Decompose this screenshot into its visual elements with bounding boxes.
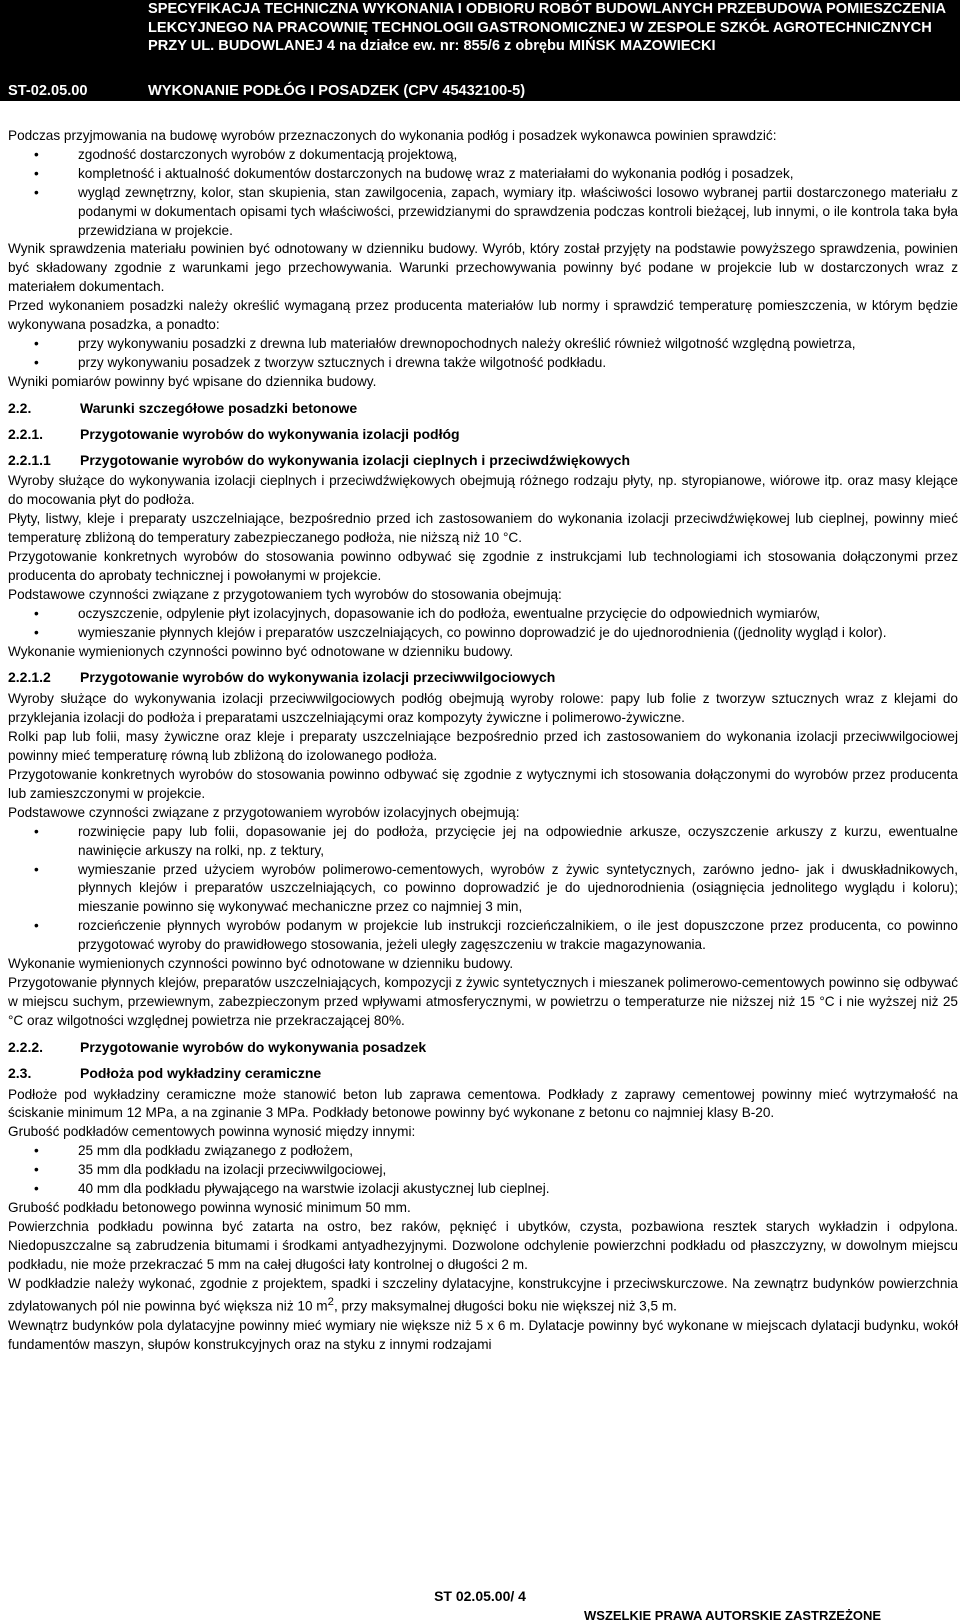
- list-item: • przy wykonywaniu posadzek z tworzyw sztucznych i drewna także wilgotność podkładu.: [78, 354, 958, 373]
- section-title: Warunki szczegółowe posadzki betonowe: [80, 399, 358, 416]
- paragraph: Rolki pap lub folii, masy żywiczne oraz kleje i preparaty uszczelniające bezpośrednio przed ich zastosowaniem do wykonania izolacji przeciwwilgociowej powinny mieć temperaturę równą lub zbliżoną do izolowanego podłoża.: [8, 729, 958, 764]
- section-heading: [8, 425, 958, 444]
- list-item: • oczyszczenie, odpylenie płyt izolacyjnych, dopasowanie ich do podłoża, ewentualne przycięcie do odpowiednich wymiarów,: [78, 605, 958, 624]
- list-item: • kompletność i aktualność dokumentów dostarczonych na budowę wraz z materiałami do wykonania podłóg i posadzek,: [78, 165, 958, 184]
- section-number: 2.2.1.1: [8, 451, 51, 468]
- list-item: • wymieszanie przed użyciem wyrobów polimerowo-cementowych, wyrobów z żywic syntetycznych, zarówno jedno- jak i dwuskładnikowych, płynnych klejów i preparatów uszczelniających, co powinno doprowadzić je do ujednorodnienia (osiągnięcia jednolitego wyglądu i koloru); mieszanie powinno się wykonywać mechaniczne przez co najmniej 3 min,: [78, 861, 958, 918]
- paragraph: Wykonanie wymienionych czynności powinno być odnotowane w dzienniku budowy.: [8, 956, 514, 972]
- paragraph: Wyroby służące do wykonywania izolacji cieplnych i przeciwdźwiękowych obejmują różnego rodzaju płyty, np. styropianowe, wiórowe itp. oraz masy klejące do mocowania płyt do podłoża.: [8, 473, 958, 508]
- paragraph: Wyroby służące do wykonywania izolacji przeciwwilgociowych podłóg obejmują wyroby rolowe: papy lub folie z tworzyw sztucznych wraz z klejami do przyklejania izolacji do podłoża i preparatami uszczelniającymi oraz kompozyty żywiczne i polimerowo-żywiczne.: [8, 691, 958, 726]
- list-item: • przy wykonywaniu posadzki z drewna lub materiałów drewnopochodnych należy określić również wilgotność względną powietrza,: [78, 335, 958, 354]
- section-number: 2.2.1.: [8, 425, 44, 442]
- document-title: SPECYFIKACJA TECHNICZNA WYKONANIA I ODBIORU ROBÓT BUDOWLANYCH PRZEBUDOWA POMIESZCZENIA LEKCYJNEGO NA PRACOWNIĘ TECHNOLOGII GASTRONOMICZNEJ W ZESPOLE SZKÓŁ AGROTECHNICZNYCH PRZY UL. BUDOWLANEJ 4 na działce ew. nr: 855/6 z obrębu MIŃSK MAZOWIECKI: [148, 1, 946, 54]
- paragraph: Podstawowe czynności związane z przygotowaniem tych wyrobów do stosowania obejmują:: [8, 586, 562, 602]
- text-span: , przy maksymalnej długości boku nie większej niż 3,5 m.: [333, 1299, 677, 1314]
- bullet-list: [8, 605, 958, 643]
- list-item: • 35 mm dla podkładu na izolacji przeciwwilgociowej,: [78, 1161, 958, 1180]
- section-heading: [8, 1038, 958, 1057]
- paragraph: Przygotowanie płynnych klejów, preparatów uszczelniających, kompozycji z żywic syntetycznych i mieszanek polimerowo-cementowych powinno się odbywać w miejscu suchym, przewiewnym, zabezpieczonym przed wpływami atmosferycznymi, w powietrzu o temperaturze nie niższej niż 15 °C i nie wyższej niż 25 °C oraz wilgotności względnej powietrza nie przekraczającej 80%.: [8, 974, 958, 1028]
- bullet-list: [8, 1142, 958, 1199]
- superscript: 2: [327, 1296, 334, 1309]
- paragraph: Grubość podkładów cementowych powinna wynosić między innymi:: [8, 1124, 416, 1140]
- list-item: • wymieszanie płynnych klejów i preparatów uszczelniających, co powinno doprowadzić je do ujednorodnienia ((jednolity wygląd i kolor).: [78, 624, 958, 643]
- section-title: Przygotowanie wyrobów do wykonywania izolacji podłóg: [80, 425, 460, 442]
- list-item: • 25 mm dla podkładu związanego z podłożem,: [78, 1142, 958, 1161]
- section-title: Przygotowanie wyrobów do wykonywania posadzek: [80, 1038, 427, 1055]
- section-heading: [8, 399, 958, 418]
- paragraph: Przed wykonaniem posadzki należy określić wymaganą przez producenta materiałów lub normy i sprawdzić temperaturę pomieszczenia, w którym będzie wykonywana posadzka, a ponadto:: [8, 298, 958, 333]
- paragraph: Wykonanie wymienionych czynności powinno być odnotowane w dzienniku budowy.: [8, 643, 514, 659]
- section-heading: [8, 668, 958, 687]
- bullet-list: [8, 335, 958, 373]
- paragraph: Wynik sprawdzenia materiału powinien być odnotowany w dzienniku budowy. Wyrób, który został przyjęty na podstawie powyższego sprawdzenia, powinien być składowany zgodnie z warunkami jego przechowywania. Warunki przechowywania powinny być podane w projekcie lub w dostarczonych wraz z materiałem dokumentach.: [8, 241, 958, 295]
- document-body: [8, 127, 958, 1355]
- section-number: 2.2.: [8, 399, 32, 416]
- paragraph: Przygotowanie konkretnych wyrobów do stosowania powinno odbywać się zgodnie z instrukcjami lub technologiami ich stosowania dołączonymi przez producenta do aprobaty technicznej i powołanymi w projekcie.: [8, 549, 958, 583]
- list-item: • 40 mm dla podkładu pływającego na warstwie izolacji akustycznej lub cieplnej.: [78, 1180, 958, 1199]
- paragraph: [8, 1275, 958, 1317]
- list-item: • rozwinięcie papy lub folii, dopasowanie jej do podłoża, przycięcie jej na odpowiednie arkusze, oczyszczenie arkuszy z kurzu, ewentualne nawinięcie arkuszy na rolki, np. z tektury,: [78, 823, 958, 861]
- document-header: [0, 0, 960, 101]
- page-number: ST 02.05.00/ 4: [434, 1588, 526, 1604]
- section-subtitle: WYKONANIE PODŁÓG I POSADZEK (CPV 45432100-5): [148, 83, 526, 99]
- paragraph: Wyniki pomiarów powinny być wpisane do dziennika budowy.: [8, 373, 377, 389]
- bullet-list: [8, 823, 958, 955]
- spec-code: ST-02.05.00: [8, 83, 88, 99]
- section-title: Podłoża pod wykładziny ceramiczne: [80, 1064, 322, 1081]
- list-item: • zgodność dostarczonych wyrobów z dokumentacją projektową,: [78, 146, 958, 165]
- paragraph: Podczas przyjmowania na budowę wyrobów przeznaczonych do wykonania podłóg i posadzek wykonawca powinien sprawdzić:: [8, 128, 777, 143]
- paragraph: Podstawowe czynności związane z przygotowaniem wyrobów izolacyjnych obejmują:: [8, 804, 520, 820]
- section-heading: [8, 1064, 958, 1083]
- section-title: Przygotowanie wyrobów do wykonywania izolacji cieplnych i przeciwdźwiękowych: [80, 451, 631, 468]
- section-heading: [8, 451, 958, 470]
- section-number: 2.2.2.: [8, 1038, 44, 1055]
- text-span: W podkładzie należy wykonać, zgodnie z projektem, spadki i szczeliny dylatacyjne, konstrukcyjne i przeciwskurczowe. Na zewnątrz budynków powierzchnia zdylatowanych pól nie powinna być większa niż 10 m: [8, 1275, 958, 1314]
- paragraph: Podłoże pod wykładziny ceramiczne może stanowić beton lub zaprawa cementowa. Podkłady z zaprawy cementowej powinny mieć wytrzymałość na ściskanie minimum 12 MPa, a na zginanie 3 MPa. Podkłady betonowe powinny być wykonane z betonu co najmniej klasy B-20.: [8, 1086, 958, 1121]
- copyright-notice: WSZELKIE PRAWA AUTORSKIE ZASTRZEŻONE: [584, 1608, 882, 1623]
- list-item: • wygląd zewnętrzny, kolor, stan skupienia, stan zawilgocenia, zapach, wymiary itp. właściwości losowo wybranej partii dostarczonego materiału z podanymi w dokumentach opisami tych właściwości, przewidzianymi do sprawdzenia podczas kontroli bieżącej, lub innymi, o ile kontrola taka była przewidziana w projekcie.: [78, 184, 958, 241]
- section-number: 2.2.1.2: [8, 669, 51, 686]
- section-number: 2.3.: [8, 1064, 32, 1081]
- bullet-list: [8, 146, 958, 241]
- paragraph: Przygotowanie konkretnych wyrobów do stosowania powinno odbywać się zgodnie z wytycznymi ich stosowania dołączonymi do wyrobów przez producenta lub zamieszczonymi w projekcie.: [8, 767, 958, 801]
- paragraph: Wewnątrz budynków pola dylatacyjne powinny mieć wymiary nie większe niż 5 x 6 m. Dylatacje powinny być wykonane w miejscach dylatacji budynku, wokół fundamentów maszyn, słupów konstrukcyjnych oraz na styku z innymi rodzajami: [8, 1317, 958, 1352]
- section-title: Przygotowanie wyrobów do wykonywania izolacji przeciwwilgociowych: [80, 669, 556, 686]
- paragraph: Grubość podkładu betonowego powinna wynosić minimum 50 mm.: [8, 1199, 411, 1215]
- list-item: • rozcieńczenie płynnych wyrobów podanym w projekcie lub instrukcji rozcieńczalnikiem, o ile jest dopuszczone przez producenta, co powinno przygotować wyroby do prawidłowego stosowania, jeżeli uległy zagęszczeniu w trakcie magazynowania.: [78, 917, 958, 955]
- paragraph: Płyty, listwy, kleje i preparaty uszczelniające, bezpośrednio przed ich zastosowaniem do wykonania izolacji przeciwdźwiękowej lub cieplnej, powinny mieć temperaturę zbliżoną do temperatury zabezpieczanego podłoża, nie niższą niż 10 °C.: [8, 511, 958, 546]
- paragraph: Powierzchnia podkładu powinna być zatarta na ostro, bez raków, pęknięć i ubytków, czysta, pozbawiona resztek starych wykładzin i odpylona. Niedopuszczalne są zabrudzenia bitumami i środkami antyadhezyjnymi. Dozwolone odchylenie powierzchni podkładu od płaszczyzny, w dowolnym miejscu podkładu, nie może przekraczać 5 mm na całej długości łaty kontrolnej o długości 2 m.: [8, 1218, 958, 1272]
